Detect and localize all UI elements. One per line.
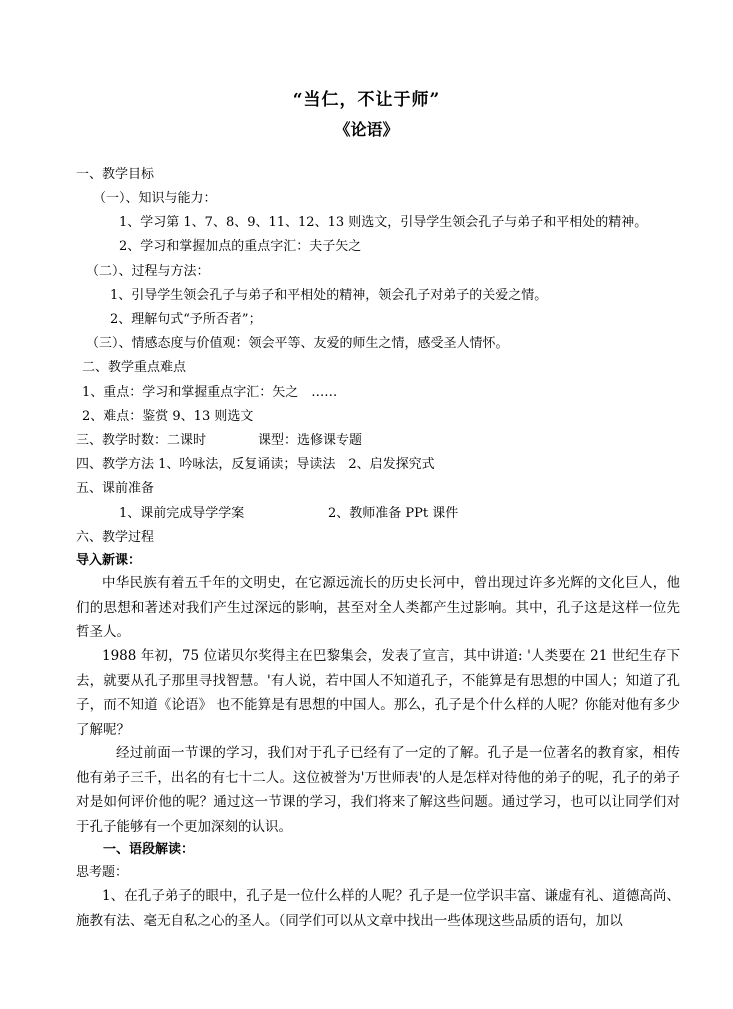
think-label: 思考题：: [76, 865, 129, 880]
intro-heading: 导入新课：: [76, 553, 142, 568]
question-1: 1、在孔子弟子的眼中，孔子是一位什么样的人呢？孔子是一位学识丰富、谦虚有礼、道德高尚、施教有法、毫无自私之心的圣人。（同学们可以从文章中找出一些体现这些品质的语句，加以: [76, 888, 680, 929]
process-item-2: 2、理解句式“予所否者”；: [110, 312, 262, 327]
section-teaching-goals: 一、教学目标: [76, 167, 155, 182]
intro-paragraph-1: 中华民族有着五千年的文明史，在它源远流长的历史长河中，曾出现过许多光辉的文化巨人，他们的思想和著述对我们产生过深远的影响，甚至对全人类都产生过影响。其中，孔子这是这样一位先哲圣人。: [76, 575, 680, 640]
subsection-knowledge-ability: （一）、知识与能力：: [93, 191, 217, 206]
process-item-1: 1、引导学生领会孔子与弟子和平相处的精神，领会孔子对弟子的关爱之情。: [110, 288, 548, 303]
document-subtitle: 《论语》: [334, 120, 399, 139]
section-teaching-methods: 四、教学方法 1、吟咏法，反复诵读；导读法 2、启发探究式: [76, 457, 435, 472]
section-teaching-process: 六、教学过程: [76, 530, 155, 545]
difficulty-item: 2、难点：鉴赏 9、13 则选文: [82, 409, 254, 424]
course-type: 课型：选修课专题: [258, 433, 363, 448]
prep-item-2: 2、教师准备 PPt 课件: [328, 506, 459, 521]
prep-item-1: 1、课前完成导学学案: [119, 506, 245, 521]
intro-paragraph-2: 1988 年初，75 位诺贝尔奖得主在巴黎集会，发表了宣言，其中讲道: '人类要在 21 世纪生存下去，就要从孔子那里寻找智慧。'有人说，若中国人不知道孔子，不能算是有思想的中国人；知道了孔子，而不知道《论语》 也不能算是有思想的中国人。那么，孔子是个什么样的人呢？你能对他有多少了解呢？: [76, 648, 680, 738]
key-point-item: 1、重点：学习和掌握重点字汇：矢之 ……: [82, 385, 338, 400]
section-text-analysis: 一、语段解读：: [103, 842, 195, 857]
subsection-emotion-values: （三）、情感态度与价值观：领会平等、友爱的师生之情，感受圣人情怀。: [86, 336, 509, 351]
document-title: “当仁，不让于师”: [292, 90, 441, 110]
subsection-process-method: （二）、过程与方法：: [86, 264, 210, 279]
goal-item-1: 1、学习第 1、7、8、9、11、12、13 则选文，引导学生领会孔子与弟子和平相处的精神。: [119, 215, 648, 230]
intro-paragraph-3: 经过前面一节课的学习，我们对于孔子已经有了一定的了解。孔子是一位著名的教育家，相传他有弟子三千，出名的有七十二人。这位被誉为'万世师表'的人是怎样对待他的弟子的呢，孔子的弟子对是如何评价他的呢？通过这一节课的学习，我们将来了解这些问题。通过学习，也可以让同学们对于孔子能够有一个更加深刻的认识。: [76, 745, 680, 835]
goal-item-2: 2、学习和掌握加点的重点字汇：夫子矢之: [119, 239, 362, 254]
section-preparation: 五、课前准备: [76, 481, 155, 496]
section-class-hours: 三、教学时数：二课时: [76, 433, 207, 448]
section-key-points: 二、教学重点难点: [82, 360, 187, 375]
